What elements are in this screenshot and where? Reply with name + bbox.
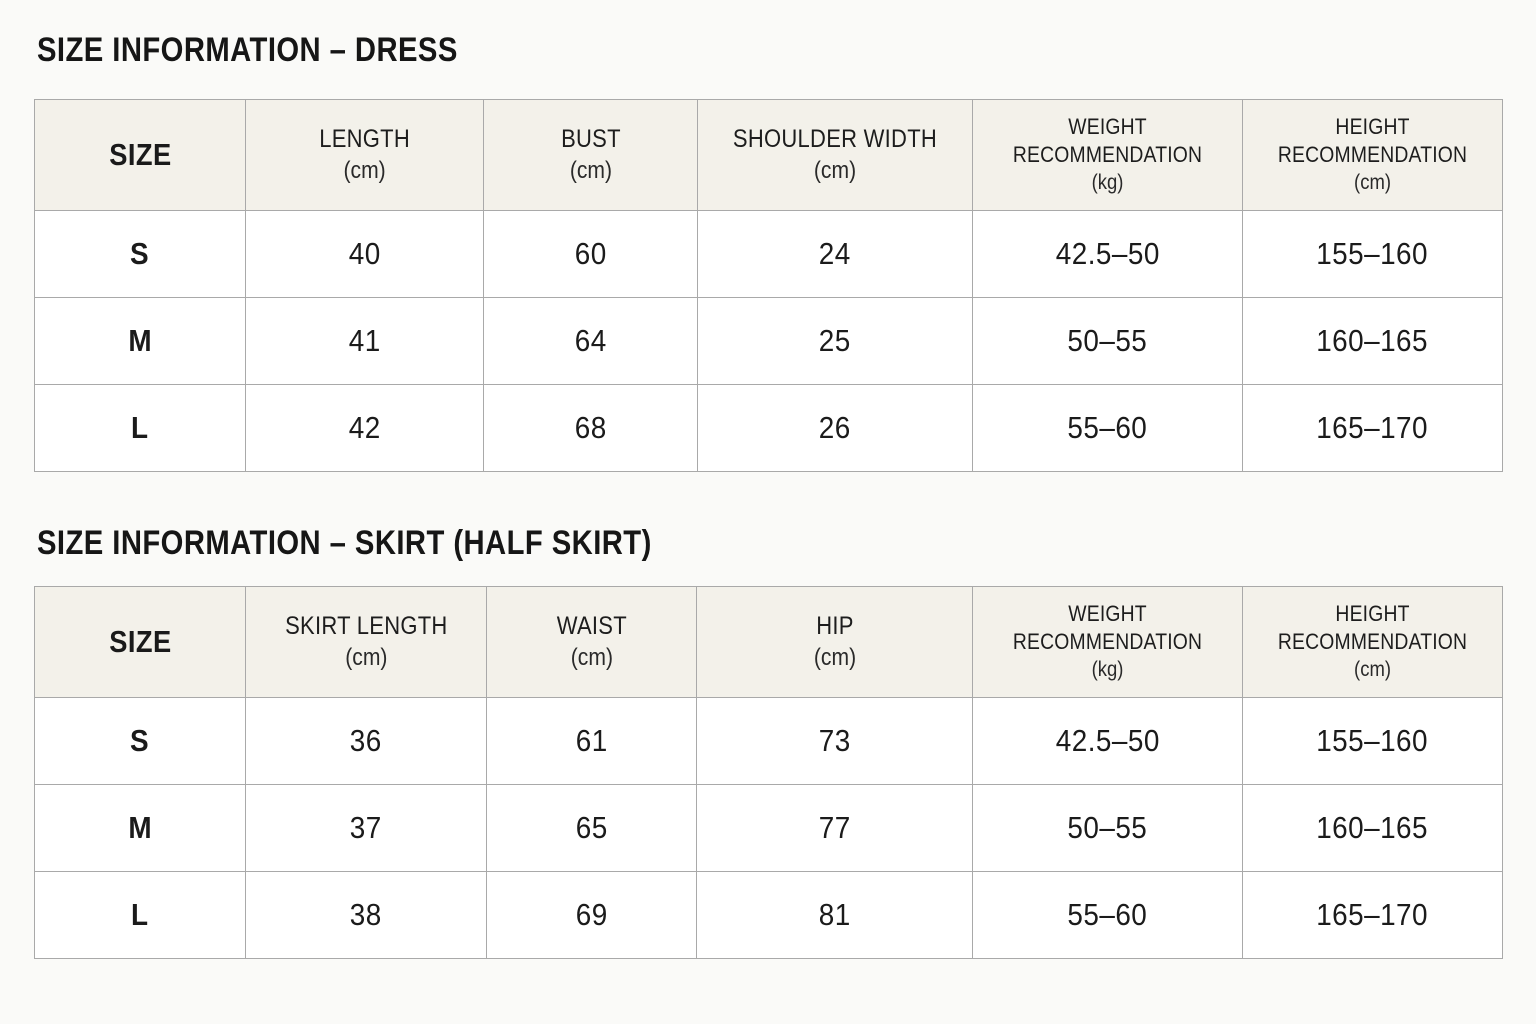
table-row [35, 698, 1503, 785]
skirt-length-cell: 37 [246, 785, 487, 872]
skirt-length-cell: 38 [246, 872, 487, 959]
header-height-label: HEIGHT [1335, 601, 1410, 626]
table-row [35, 298, 1503, 385]
header-height-recommendation [1243, 587, 1503, 698]
header-height-label: HEIGHT [1335, 114, 1410, 139]
shoulder-cell: 26 [698, 385, 973, 472]
skirt-size-table [34, 586, 1503, 959]
dress-size-table [34, 99, 1503, 472]
header-height-label-2: RECOMMENDATION [1277, 142, 1468, 167]
header-bust-unit: (cm) [569, 157, 612, 184]
length-cell: 40 [246, 211, 484, 298]
header-weight-label: WEIGHT [1068, 601, 1147, 626]
header-length [246, 100, 484, 211]
header-hip [697, 587, 973, 698]
header-height-recommendation [1243, 100, 1503, 211]
header-length-label: LENGTH [319, 125, 410, 153]
header-hip-label: HIP [815, 612, 854, 640]
header-hip-unit: (cm) [813, 644, 856, 671]
bust-cell: 60 [484, 211, 698, 298]
table-row [35, 785, 1503, 872]
weight-cell: 55–60 [973, 385, 1243, 472]
weight-cell: 42.5–50 [973, 211, 1243, 298]
header-height-unit: (cm) [1354, 171, 1391, 194]
table-row [35, 385, 1503, 472]
waist-cell: 65 [487, 785, 697, 872]
header-height-unit: (cm) [1354, 658, 1391, 681]
hip-cell: 77 [697, 785, 973, 872]
bust-cell: 68 [484, 385, 698, 472]
header-skirt-length-label: SKIRT LENGTH [284, 612, 448, 640]
header-weight-recommendation [973, 587, 1243, 698]
header-waist-unit: (cm) [570, 644, 613, 671]
header-bust-label: BUST [560, 125, 621, 153]
weight-cell: 55–60 [973, 872, 1243, 959]
size-cell: M [35, 785, 246, 872]
skirt-section-title: SIZE INFORMATION – SKIRT (HALF SKIRT) [37, 524, 652, 562]
height-cell: 155–160 [1243, 698, 1503, 785]
header-height-label-2: RECOMMENDATION [1277, 629, 1468, 654]
header-weight-unit: (kg) [1091, 171, 1124, 194]
skirt-length-cell: 36 [246, 698, 487, 785]
header-weight-label-2: RECOMMENDATION [1012, 629, 1203, 654]
header-size: SIZE [35, 587, 246, 698]
header-skirt-length [246, 587, 487, 698]
waist-cell: 69 [487, 872, 697, 959]
table-header-row [35, 100, 1503, 211]
waist-cell: 61 [487, 698, 697, 785]
size-cell: S [35, 211, 246, 298]
header-weight-label-2: RECOMMENDATION [1012, 142, 1203, 167]
size-cell: M [35, 298, 246, 385]
height-cell: 155–160 [1243, 211, 1503, 298]
weight-cell: 50–55 [973, 785, 1243, 872]
table-row [35, 211, 1503, 298]
header-bust [484, 100, 698, 211]
header-waist [487, 587, 697, 698]
shoulder-cell: 24 [698, 211, 973, 298]
table-header-row [35, 587, 1503, 698]
length-cell: 41 [246, 298, 484, 385]
header-shoulder-label: SHOULDER WIDTH [732, 125, 938, 153]
bust-cell: 64 [484, 298, 698, 385]
size-cell: L [35, 872, 246, 959]
weight-cell: 50–55 [973, 298, 1243, 385]
header-shoulder-width [698, 100, 973, 211]
header-weight-unit: (kg) [1091, 658, 1124, 681]
header-weight-recommendation [973, 100, 1243, 211]
length-cell: 42 [246, 385, 484, 472]
header-length-unit: (cm) [343, 157, 386, 184]
height-cell: 160–165 [1243, 298, 1503, 385]
header-shoulder-unit: (cm) [813, 157, 857, 184]
weight-cell: 42.5–50 [973, 698, 1243, 785]
hip-cell: 73 [697, 698, 973, 785]
header-skirt-length-unit: (cm) [344, 644, 388, 671]
header-weight-label: WEIGHT [1068, 114, 1147, 139]
height-cell: 160–165 [1243, 785, 1503, 872]
size-cell: L [35, 385, 246, 472]
header-size: SIZE [35, 100, 246, 211]
height-cell: 165–170 [1243, 385, 1503, 472]
dress-section-title: SIZE INFORMATION – DRESS [37, 31, 458, 69]
hip-cell: 81 [697, 872, 973, 959]
header-waist-label: WAIST [556, 612, 627, 640]
height-cell: 165–170 [1243, 872, 1503, 959]
shoulder-cell: 25 [698, 298, 973, 385]
table-row [35, 872, 1503, 959]
size-cell: S [35, 698, 246, 785]
